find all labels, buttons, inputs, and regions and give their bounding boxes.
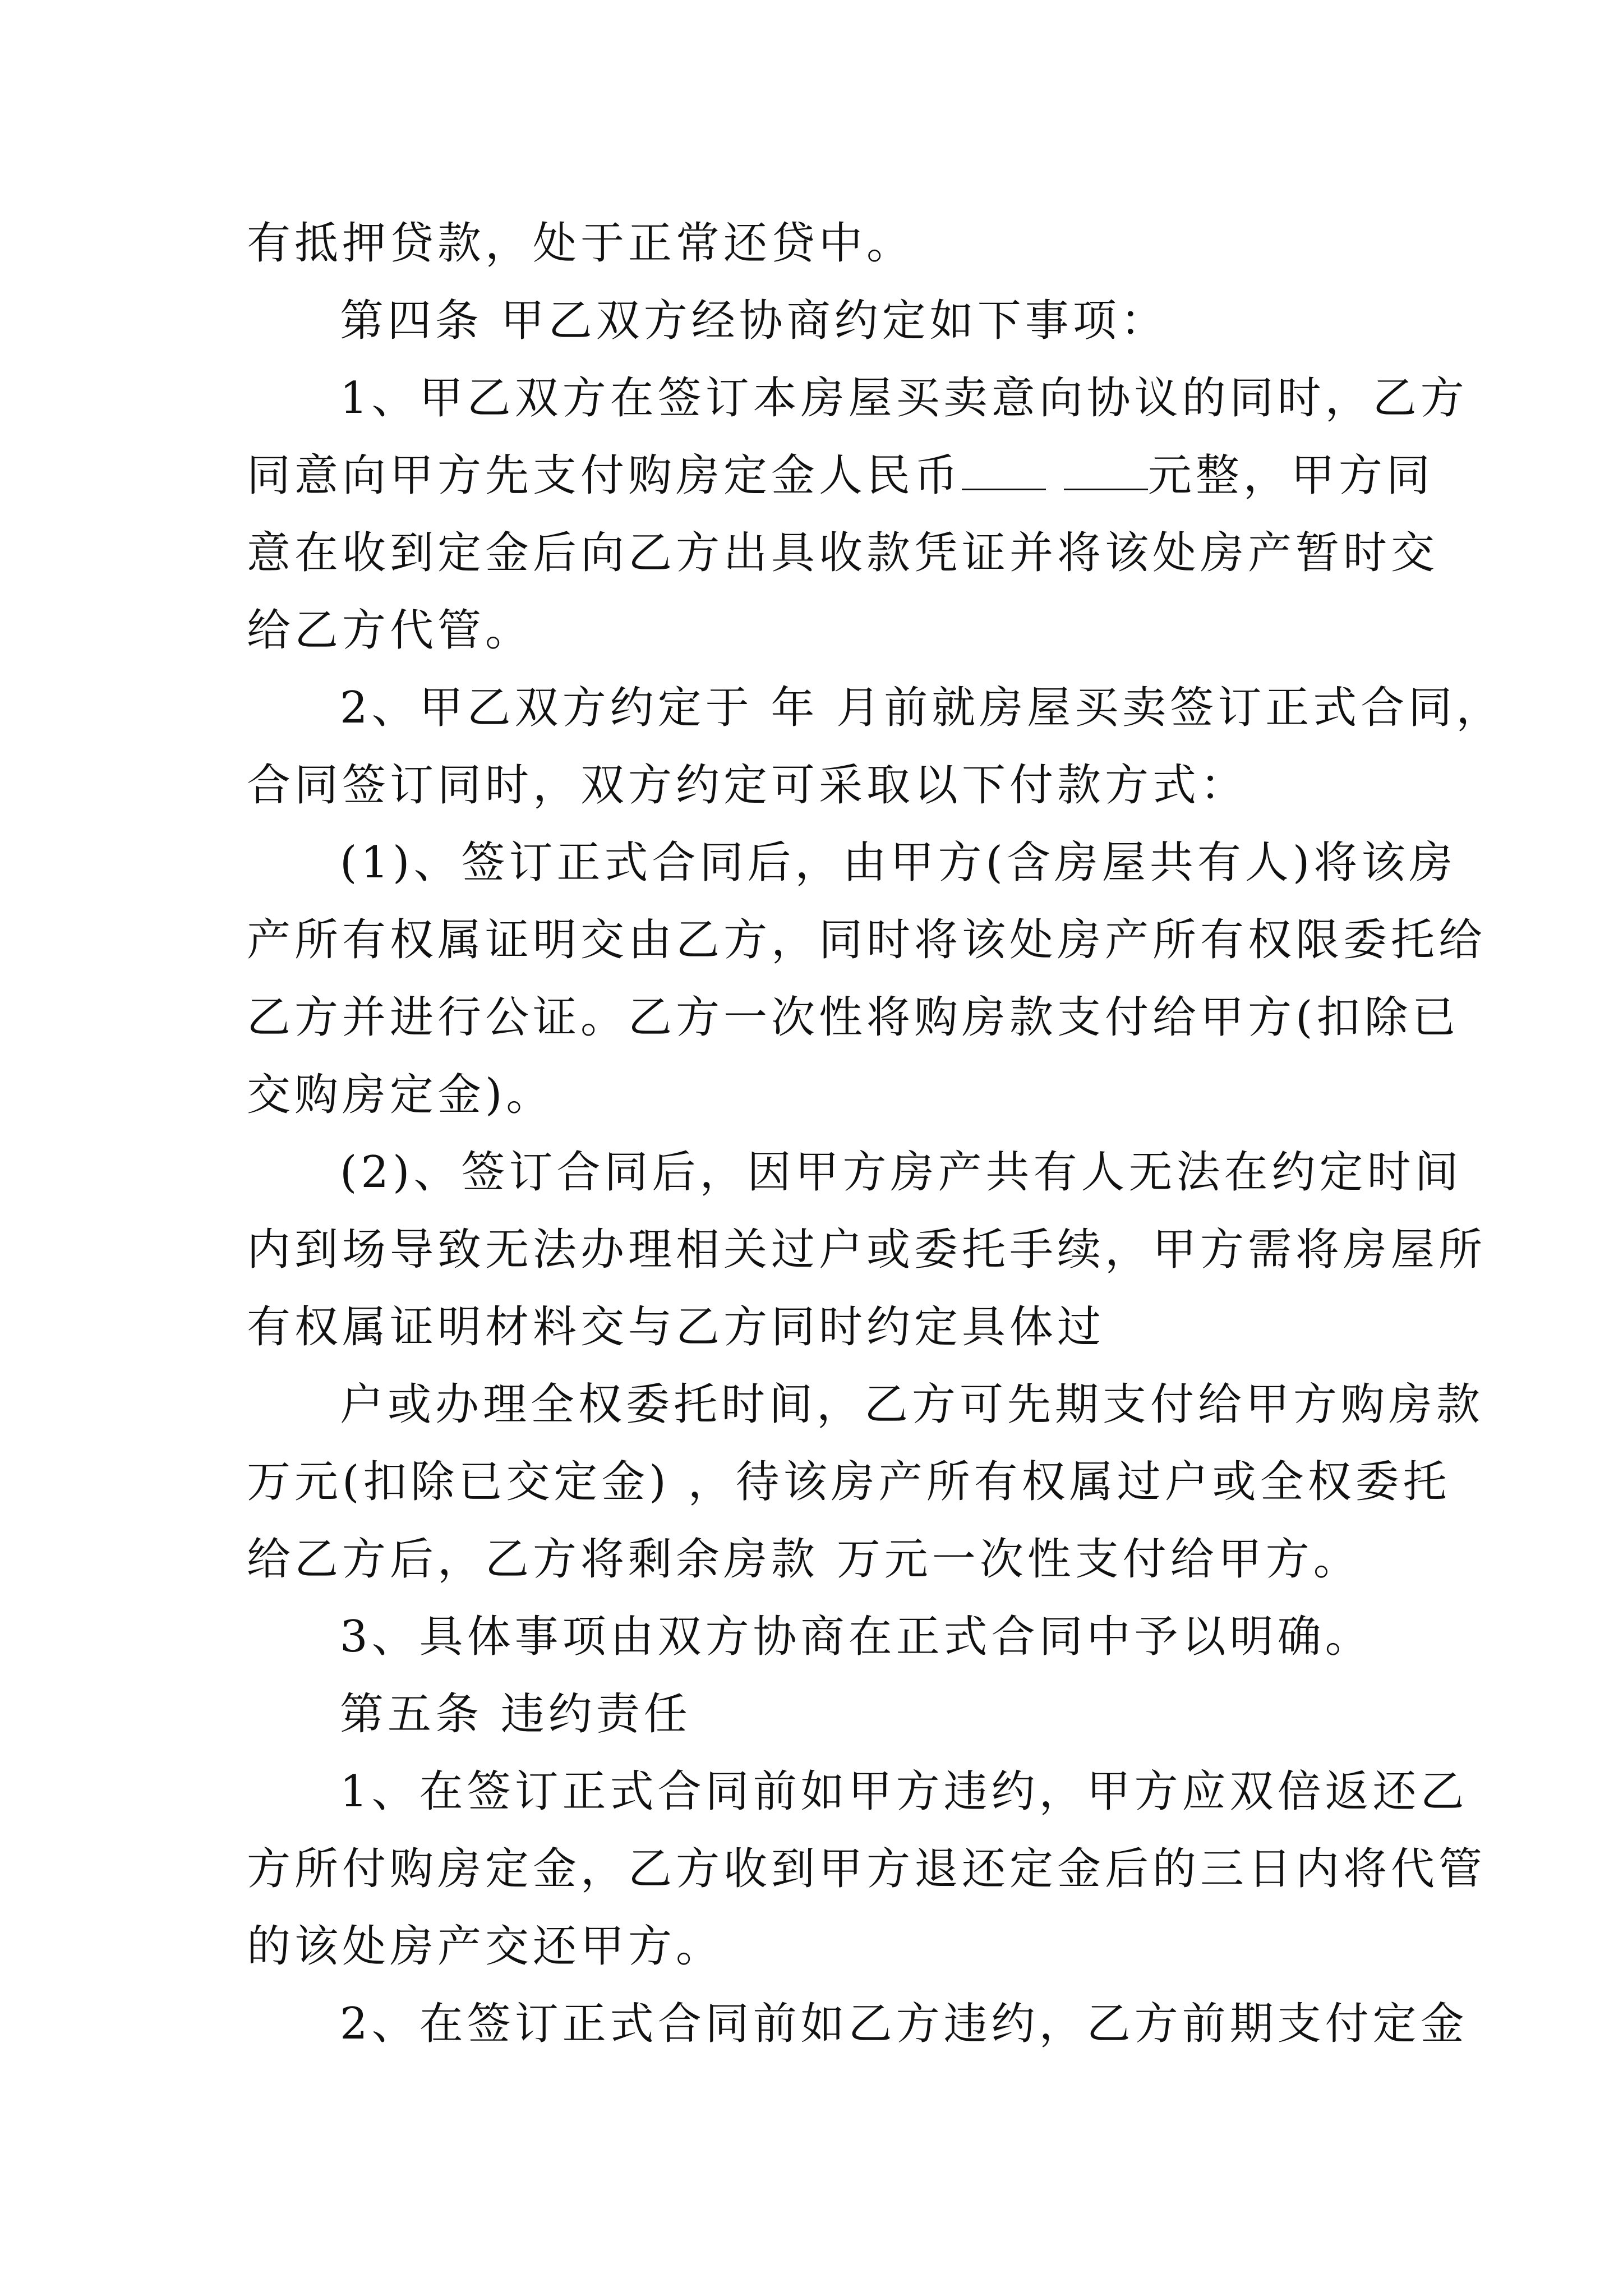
text-line: 有权属证明材料交与乙方同时约定具体过 bbox=[247, 1302, 1105, 1352]
text-segment: 元整，甲方同 bbox=[1147, 450, 1434, 501]
text-line: 内到场导致无法办理相关过户或委托手续，甲方需将房屋所 bbox=[247, 1225, 1487, 1275]
text-line: 的该处房产交还甲方。 bbox=[247, 1921, 724, 1972]
text-line-with-blanks bbox=[247, 437, 1434, 514]
text-line: 第四条 甲乙双方经协商约定如下事项： bbox=[340, 296, 1168, 346]
text-line: 户或办理全权委托时间，乙方可先期支付给甲方购房款 bbox=[340, 1379, 1484, 1430]
text-line: 乙方并进行公证。乙方一次性将购房款支付给甲方(扣除已 bbox=[247, 992, 1460, 1043]
text-line: 给乙方代管。 bbox=[247, 605, 533, 656]
text-line: 有抵押贷款，处于正常还贷中。 bbox=[247, 218, 915, 269]
text-line: 万元(扣除已交定金) ，待该房产所有权属过户或全权委托 bbox=[247, 1457, 1451, 1507]
text-line: (2)、签订合同后，因甲方房产共有人无法在约定时间 bbox=[340, 1147, 1463, 1198]
text-line: 给乙方后，乙方将剩余房款 万元一次性支付给甲方。 bbox=[247, 1534, 1361, 1585]
text-line: 产所有权属证明交由乙方，同时将该处房产所有权限委托给 bbox=[247, 915, 1487, 965]
text-line: 2、甲乙双方约定于 年 月前就房屋买卖签订正式合同， bbox=[340, 683, 1504, 733]
section-heading: 第五条 违约责任 bbox=[340, 1689, 691, 1740]
text-line: 1、甲乙双方在签订本房屋买卖意向协议的同时，乙方 bbox=[340, 373, 1468, 424]
document-body bbox=[247, 205, 1504, 2063]
text-line: 合同签订同时，双方约定可采取以下付款方式： bbox=[247, 760, 1248, 811]
fill-in-blank bbox=[962, 455, 1046, 490]
text-line: 2、在签订正式合同前如乙方违约，乙方前期支付定金 bbox=[340, 1999, 1468, 2049]
text-line: 3、具体事项由双方协商在正式合同中予以明确。 bbox=[340, 1612, 1373, 1662]
fill-in-blank bbox=[1064, 455, 1148, 490]
text-line: 方所付购房定金，乙方收到甲方退还定金后的三日内将代管 bbox=[247, 1844, 1487, 1894]
text-line: 1、在签订正式合同前如甲方违约，甲方应双倍返还乙 bbox=[340, 1766, 1468, 1817]
text-line: 意在收到定金后向乙方出具收款凭证并将该处房产暂时交 bbox=[247, 528, 1439, 578]
text-line: (1)、签订正式合同后，由甲方(含房屋共有人)将该房 bbox=[340, 838, 1457, 888]
text-segment: 同意向甲方先支付购房定金人民币 bbox=[247, 450, 962, 501]
text-line: 交购房定金)。 bbox=[247, 1070, 554, 1120]
